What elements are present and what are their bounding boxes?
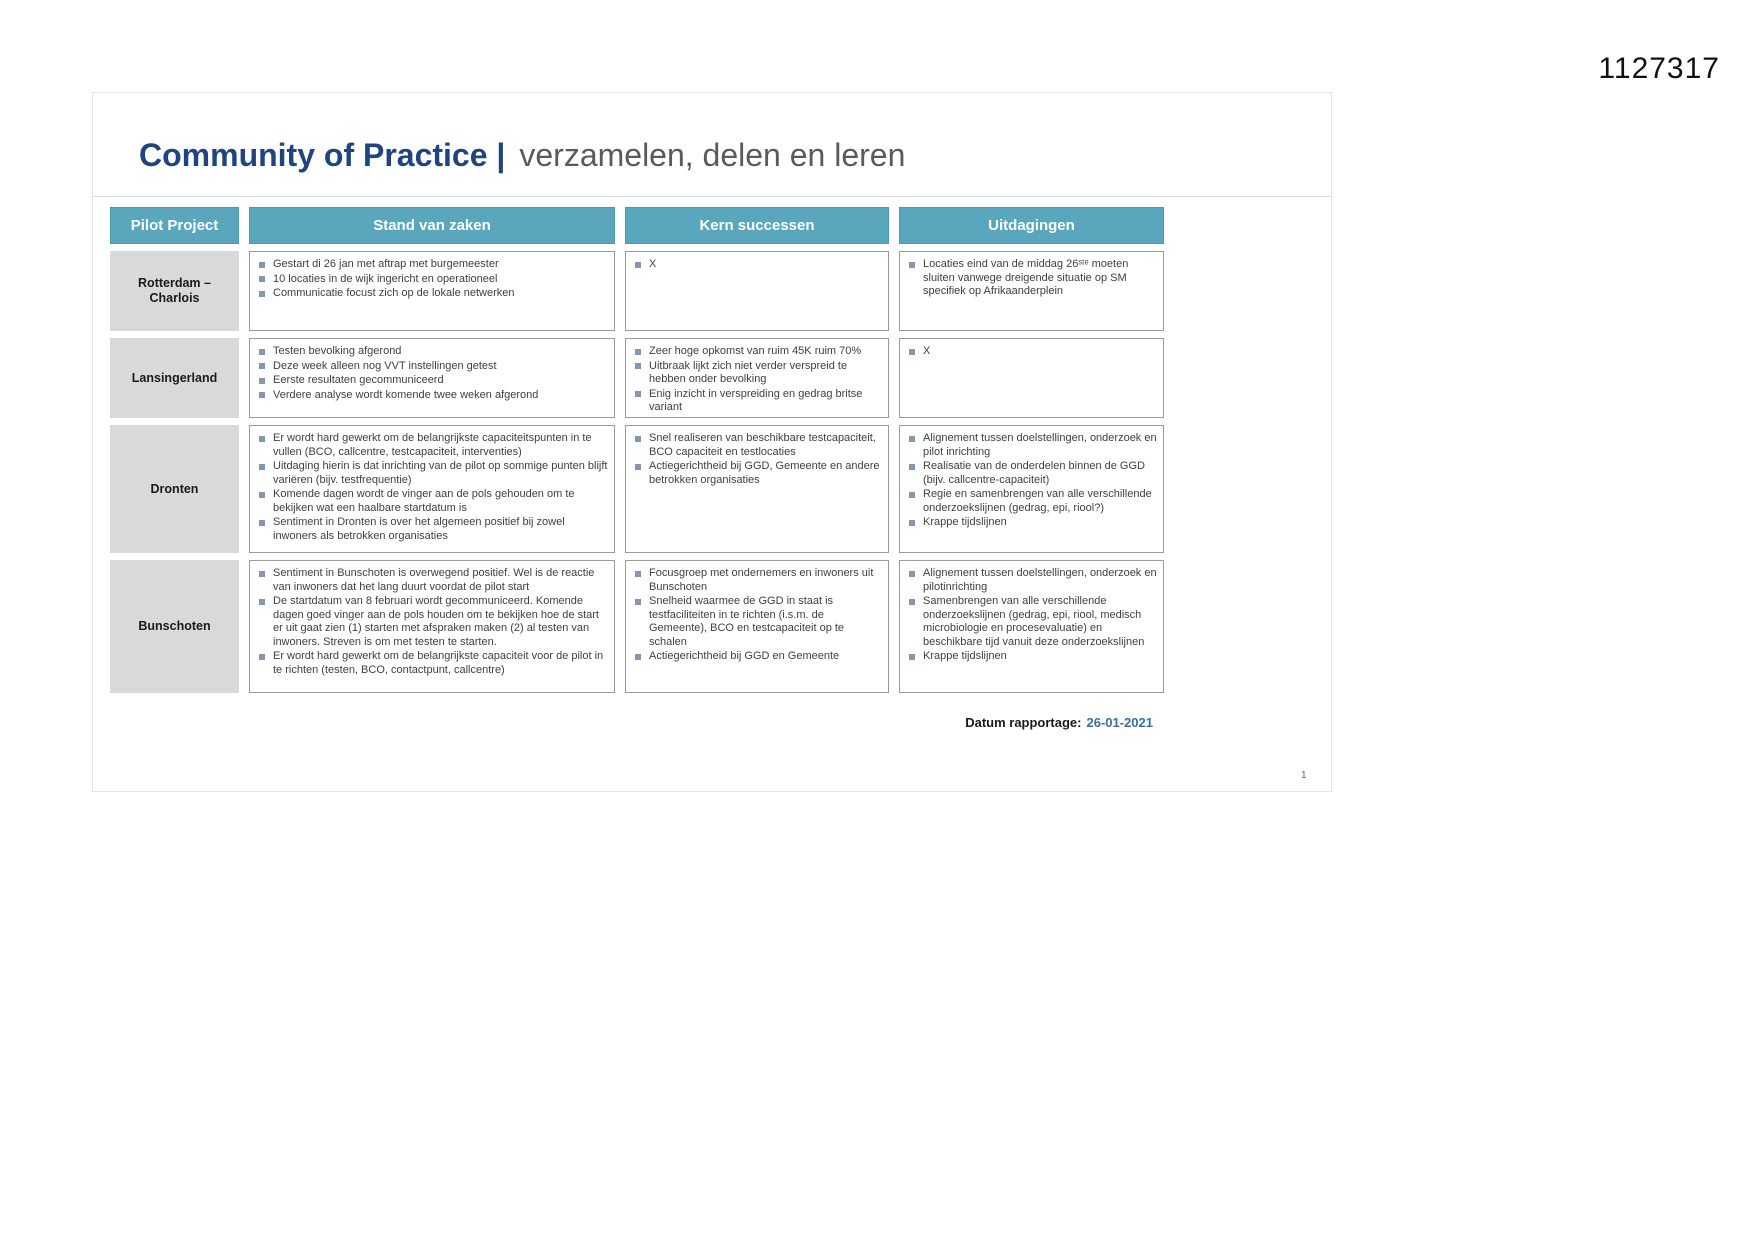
bullet-item: Regie en samenbrengen van alle verschillende onderzoekslijnen (gedrag, epi, riool?) <box>908 488 1157 515</box>
bullet-item: Zeer hoge opkomst van ruim 45K ruim 70% <box>634 345 882 359</box>
column-header-stand-van-zaken: Stand van zaken <box>249 207 615 244</box>
bullet-item: X <box>634 258 882 272</box>
bullet-list <box>900 252 1163 304</box>
bullet-item: Uitdaging hierin is dat inrichting van de pilot op sommige punten blijft variëren (bijv. testfrequentie) <box>258 460 608 487</box>
report-date <box>965 715 1153 730</box>
bullet-item: Eerste resultaten gecommuniceerd <box>258 374 608 388</box>
bullet-item: Testen bevolking afgerond <box>258 345 608 359</box>
bullet-item: Alignement tussen doelstellingen, onderzoek en pilot inrichting <box>908 432 1157 459</box>
bullet-item: Focusgroep met ondernemers en inwoners uit Bunschoten <box>634 567 882 594</box>
row-label-bunschoten: Bunschoten <box>110 560 239 693</box>
bullet-item: Actiegerichtheid bij GGD, Gemeente en andere betrokken organisaties <box>634 460 882 487</box>
bullet-list <box>900 426 1163 535</box>
bullet-list <box>626 426 888 492</box>
column-header-kern-successen: Kern successen <box>625 207 889 244</box>
bullet-list <box>900 339 1163 364</box>
bullet-list <box>250 339 614 407</box>
bullet-list <box>900 561 1163 669</box>
bullet-item: Snel realiseren van beschikbare testcapaciteit, BCO capaciteit en testlocaties <box>634 432 882 459</box>
slide-page-number: 1 <box>1301 770 1307 781</box>
slide-title: Community of Practice | <box>139 137 506 173</box>
bullet-item: Sentiment in Bunschoten is overwegend positief. Wel is de reactie van inwoners dat het lang duurt voordat de pilot start <box>258 567 608 594</box>
bullet-item: De startdatum van 8 februari wordt gecommuniceerd. Komende dagen goed vinger aan de pols houden om te bekijken hoe de start er uit gaat zien (1) starten met afspraken maken (2) al testen van inwoners. Streven is om met testen te starten. <box>258 595 608 649</box>
bullet-item: Communicatie focust zich op de lokale netwerken <box>258 287 608 301</box>
column-header-pilot-project: Pilot Project <box>110 207 239 244</box>
cell-rotterdam-charlois-uitdagingen <box>899 251 1164 331</box>
slide-title-row <box>139 137 905 174</box>
bullet-item: Er wordt hard gewerkt om de belangrijkste capaciteitspunten in te vullen (BCO, callcentre, testcapaciteit, interventies) <box>258 432 608 459</box>
bullet-item: Verdere analyse wordt komende twee weken afgerond <box>258 389 608 403</box>
bullet-item: Deze week alleen nog VVT instellingen getest <box>258 360 608 374</box>
bullet-item: Krappe tijdslijnen <box>908 650 1157 664</box>
bullet-item: Realisatie van de onderdelen binnen de GGD (bijv. callcentre-capaciteit) <box>908 460 1157 487</box>
slide-subtitle: verzamelen, delen en leren <box>519 137 906 173</box>
bullet-list <box>250 252 614 306</box>
bullet-item: Krappe tijdslijnen <box>908 516 1157 530</box>
bullet-item: Uitbraak lijkt zich niet verder verspreid te hebben onder bevolking <box>634 360 882 387</box>
bullet-item: 10 locaties in de wijk ingericht en operationeel <box>258 273 608 287</box>
cell-rotterdam-charlois-stand <box>249 251 615 331</box>
row-label-rotterdam-charlois: Rotterdam – Charlois <box>110 251 239 331</box>
cell-rotterdam-charlois-successen <box>625 251 889 331</box>
row-label-lansingerland: Lansingerland <box>110 338 239 418</box>
pilot-table <box>110 207 1164 693</box>
cell-dronten-successen <box>625 425 889 553</box>
cell-lansingerland-stand <box>249 338 615 418</box>
bullet-list <box>626 339 888 418</box>
bullet-item: Er wordt hard gewerkt om de belangrijkste capaciteit voor de pilot in te richten (testen, BCO, contactpunt, callcentre) <box>258 650 608 677</box>
cell-bunschoten-successen <box>625 560 889 693</box>
bullet-item: Gestart di 26 jan met aftrap met burgemeester <box>258 258 608 272</box>
column-header-uitdagingen: Uitdagingen <box>899 207 1164 244</box>
cell-dronten-stand <box>249 425 615 553</box>
bullet-list <box>626 561 888 669</box>
bullet-item: Samenbrengen van alle verschillende onderzoekslijnen (gedrag, epi, riool, medisch microbiologie en procesevaluatie) en beschikbare tijd vanuit deze onderzoekslijnen <box>908 595 1157 649</box>
bullet-list <box>250 426 614 548</box>
document-number: 1127317 <box>1598 52 1720 85</box>
bullet-item: X <box>908 345 1157 359</box>
cell-lansingerland-uitdagingen <box>899 338 1164 418</box>
bullet-item: Locaties eind van de middag 26ˢᵗᵉ moeten sluiten vanwege dreigende situatie op SM specifiek op Afrikaanderplein <box>908 258 1157 299</box>
title-divider <box>93 196 1331 197</box>
bullet-list <box>626 252 888 277</box>
cell-bunschoten-stand <box>249 560 615 693</box>
row-label-dronten: Dronten <box>110 425 239 553</box>
bullet-item: Snelheid waarmee de GGD in staat is testfaciliteiten in te richten (i.s.m. de Gemeente), BCO en testcapaciteit op te schalen <box>634 595 882 649</box>
report-date-label: Datum rapportage: <box>965 715 1082 730</box>
cell-dronten-uitdagingen <box>899 425 1164 553</box>
bullet-item: Komende dagen wordt de vinger aan de pols gehouden om te bekijken wat een haalbare startdatum is <box>258 488 608 515</box>
bullet-item: Alignement tussen doelstellingen, onderzoek en pilotinrichting <box>908 567 1157 594</box>
cell-lansingerland-successen <box>625 338 889 418</box>
bullet-item: Sentiment in Dronten is over het algemeen positief bij zowel inwoners als betrokken organisaties <box>258 516 608 543</box>
bullet-item: Enig inzicht in verspreiding en gedrag britse variant <box>634 388 882 415</box>
bullet-list <box>250 561 614 682</box>
report-date-value: 26-01-2021 <box>1086 715 1153 730</box>
slide <box>92 92 1332 792</box>
bullet-item: Actiegerichtheid bij GGD en Gemeente <box>634 650 882 664</box>
cell-bunschoten-uitdagingen <box>899 560 1164 693</box>
